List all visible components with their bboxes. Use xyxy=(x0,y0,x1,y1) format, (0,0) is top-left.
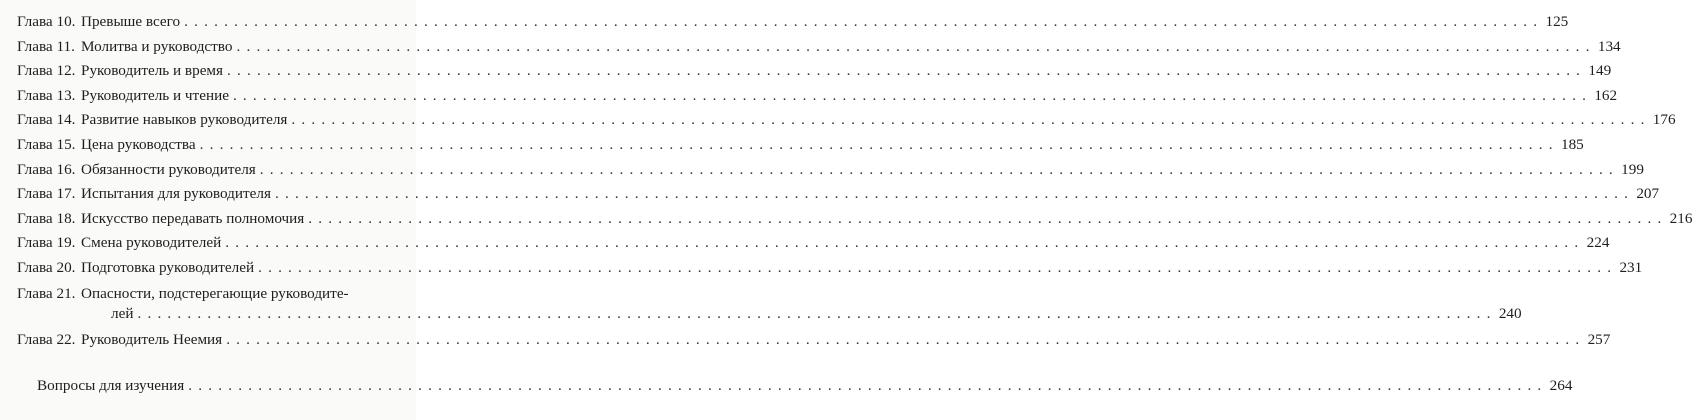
toc-page-number: 264 xyxy=(1549,377,1573,395)
toc-page-number: 176 xyxy=(1652,111,1676,129)
dot-leader xyxy=(258,256,1612,281)
dot-leader xyxy=(260,158,1614,183)
toc-entry-10 xyxy=(17,10,1569,35)
section-spacer xyxy=(17,352,392,374)
toc-chapter-label: Глава 10. xyxy=(17,13,76,30)
dot-leader xyxy=(200,133,1554,158)
toc-chapter-label: Глава 21. xyxy=(17,284,76,302)
toc-chapter-label: Глава 13. xyxy=(17,86,76,104)
toc-entry-16 xyxy=(17,158,1644,183)
toc-entry-title: Цена руководства xyxy=(81,135,196,153)
toc-entry-title: Развитие навыков руководителя xyxy=(81,111,288,129)
toc-page-number: 224 xyxy=(1586,234,1610,252)
toc-entry-title: Смена руководителей xyxy=(81,234,222,252)
toc-page-number: 185 xyxy=(1560,135,1584,153)
dot-leader xyxy=(137,304,1491,329)
toc-chapter-label: Глава 14. xyxy=(17,111,76,129)
dot-leader xyxy=(188,374,1542,399)
toc-chapter-label: Глава 12. xyxy=(17,62,76,80)
toc-entry-title: Обязанности руководителя xyxy=(81,160,256,178)
toc-entry-19 xyxy=(17,231,1610,256)
dot-leader xyxy=(308,207,1662,232)
toc-chapter-label: Глава 15. xyxy=(17,135,76,153)
toc-entry-title-line1: Опасности, подстерегающие руководите- xyxy=(81,284,349,302)
toc-page-number: 231 xyxy=(1619,258,1643,276)
toc-page-number: 207 xyxy=(1636,185,1660,203)
toc-chapter-label: Глава 18. xyxy=(17,209,76,227)
dot-leader xyxy=(233,84,1587,109)
toc-page-number: 257 xyxy=(1587,330,1611,348)
toc-entry-21 xyxy=(17,281,1522,328)
toc-chapter-label: Глава 19. xyxy=(17,234,76,252)
toc-entry-title: Превыше всего xyxy=(81,13,181,30)
toc-entry-title: Подготовка руководителей xyxy=(81,258,255,276)
toc-entry-20 xyxy=(17,256,1643,281)
toc-entry-12 xyxy=(17,59,1612,84)
toc-entry-15 xyxy=(17,133,1584,158)
toc-page-number: 149 xyxy=(1588,62,1612,80)
dot-leader xyxy=(225,231,1579,256)
toc-entry-13 xyxy=(17,84,1618,109)
table-of-contents xyxy=(17,10,1692,399)
toc-entry-title: Руководитель и время xyxy=(81,62,224,80)
toc-entry-title: Руководитель Неемия xyxy=(81,330,223,348)
dot-leader xyxy=(236,35,1590,60)
toc-chapter-label: Глава 22. xyxy=(17,330,76,348)
toc-page-number: 162 xyxy=(1594,86,1618,104)
toc-chapter-label: Глава 11. xyxy=(17,37,75,55)
toc-entry-title: Руководитель и чтение xyxy=(81,86,229,104)
dot-leader xyxy=(291,108,1645,133)
toc-entry-questions xyxy=(17,374,1573,399)
toc-entry-title-line2: лей xyxy=(111,304,134,322)
toc-chapter-label: Глава 17. xyxy=(17,185,76,203)
toc-entry-18 xyxy=(17,207,1692,232)
toc-page-number: 240 xyxy=(1498,304,1522,322)
toc-page-number: 216 xyxy=(1669,209,1692,227)
toc-entry-14 xyxy=(17,108,1676,133)
dot-leader xyxy=(226,328,1580,353)
toc-entry-title: Искусство передавать полномочия xyxy=(81,209,305,227)
toc-entry-11 xyxy=(17,35,1621,60)
toc-entry-title: Испытания для руководителя xyxy=(81,185,271,203)
toc-chapter-label: Глава 20. xyxy=(17,258,76,276)
toc-page-number: 199 xyxy=(1621,160,1644,178)
toc-entry-title: Молитва и руководство xyxy=(81,37,233,55)
toc-entry-22 xyxy=(17,328,1611,353)
toc-entry-17 xyxy=(17,182,1660,207)
toc-entry-title: Вопросы для изучения xyxy=(37,377,185,395)
toc-chapter-label: Глава 16. xyxy=(17,160,76,178)
dot-leader xyxy=(184,10,1538,35)
dot-leader xyxy=(275,182,1629,207)
dot-leader xyxy=(227,59,1581,84)
toc-page-number: 125 xyxy=(1545,13,1569,30)
toc-page-number: 134 xyxy=(1597,37,1621,55)
